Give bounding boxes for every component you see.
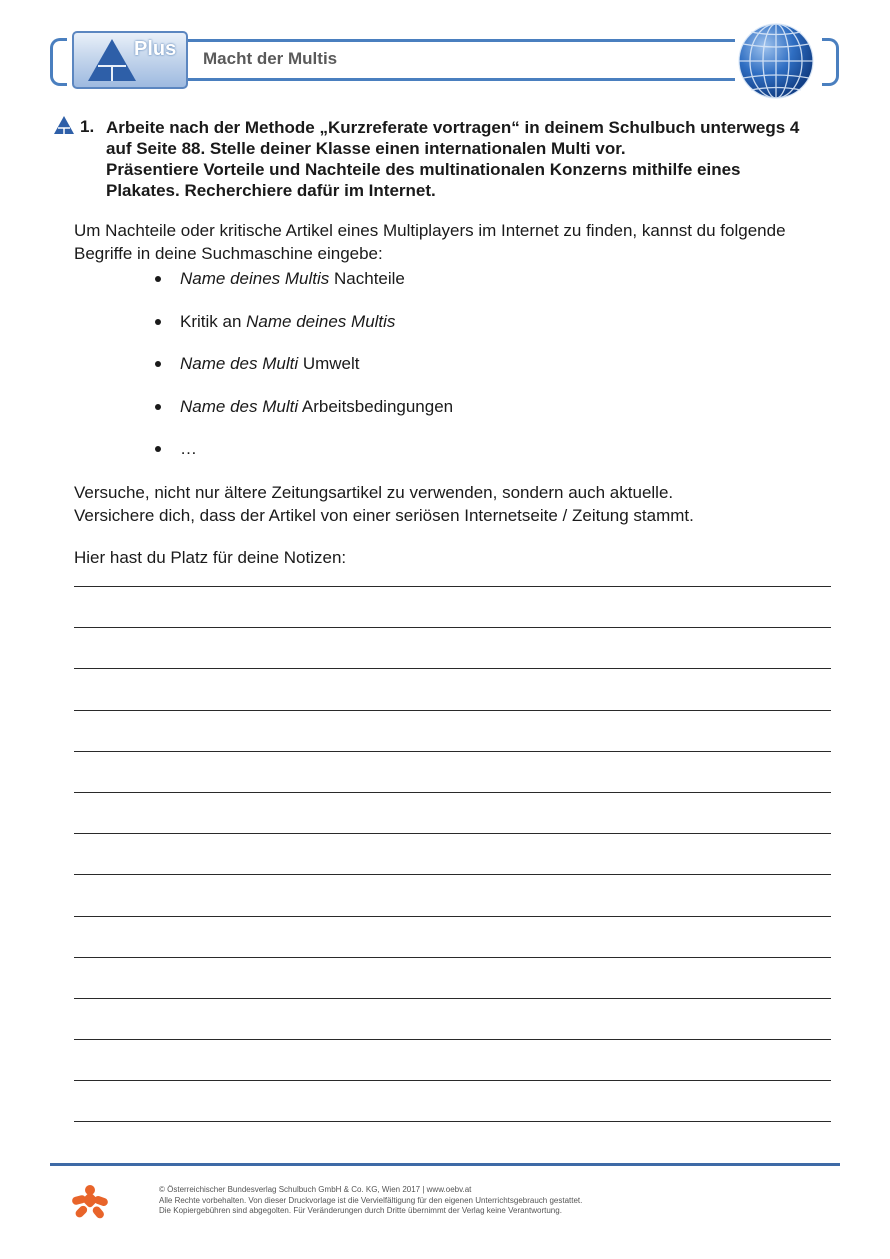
- bullet-dot: [155, 319, 161, 325]
- intro-line: Um Nachteile oder kritische Artikel eines Multiplayers im Internet zu finden, kannst du folgende: [74, 221, 786, 240]
- note-line[interactable]: [74, 711, 831, 752]
- task-line: Arbeite nach der Methode „Kurzreferate vortragen“ in deinem Schulbuch unterwegs 4: [106, 118, 800, 137]
- bullet-dot: [155, 276, 161, 282]
- bullet-italic: Name des Multi: [180, 354, 299, 373]
- header-bracket-right: [822, 38, 839, 86]
- note-line[interactable]: [74, 1040, 831, 1081]
- note-line[interactable]: [74, 958, 831, 999]
- header-rule-top: [185, 39, 735, 42]
- task-line: Präsentiere Vorteile und Nachteile des multinationalen Konzerns mithilfe eines: [106, 160, 741, 179]
- advice-line: Versichere dich, dass der Artikel von einer seriösen Internetseite / Zeitung stammt.: [74, 506, 694, 525]
- page-title: Macht der Multis: [203, 49, 338, 68]
- note-line[interactable]: [74, 834, 831, 875]
- note-line[interactable]: [74, 587, 831, 628]
- bullet-dot: [155, 446, 161, 452]
- footer-line: Die Kopiergebühren sind abgegolten. Für Veränderungen durch Dritte übernimmt der Verlag keine Verantwortung.: [159, 1206, 562, 1215]
- note-line[interactable]: [74, 917, 831, 958]
- note-line[interactable]: [74, 752, 831, 793]
- advice-paragraph: [74, 481, 844, 527]
- task-instructions: [106, 117, 846, 201]
- footer-rule: [50, 1163, 840, 1166]
- bullet-plain: Arbeitsbedingungen: [298, 396, 454, 416]
- plus-logo: [72, 31, 188, 89]
- note-line[interactable]: [74, 875, 831, 916]
- globe-icon: [737, 22, 815, 100]
- header-rule-bottom: [185, 78, 735, 81]
- notes-lines[interactable]: [74, 586, 831, 1122]
- bullet-plain: …: [180, 439, 197, 458]
- bullet-plain: Nachteile: [329, 269, 405, 288]
- note-line[interactable]: [74, 999, 831, 1040]
- bullet-plain: Umwelt: [298, 354, 360, 373]
- note-line[interactable]: [74, 628, 831, 669]
- intro-paragraph: [74, 219, 844, 265]
- bullet-plain: Kritik an: [180, 311, 247, 331]
- task-line: auf Seite 88. Stelle deiner Klasse einen internationalen Multi vor.: [106, 139, 626, 158]
- footer-copyright: [159, 1185, 582, 1217]
- bullet-italic: Name deines Multis: [246, 311, 396, 331]
- publisher-logo-icon: [70, 1184, 110, 1222]
- advice-line: Versuche, nicht nur ältere Zeitungsartikel zu verwenden, sondern auch aktuelle.: [74, 483, 674, 502]
- footer-line: © Österreichischer Bundesverlag Schulbuch GmbH & Co. KG, Wien 2017 | www.oebv.at: [159, 1185, 472, 1194]
- task-line: Plakates. Recherchiere dafür im Internet.: [106, 181, 436, 200]
- bullet-italic: Name deines Multis: [180, 269, 330, 288]
- plus-logo-text: Plus: [134, 38, 177, 60]
- bullet-dot: [155, 404, 161, 410]
- task-triangle-icon: [53, 115, 75, 135]
- bullet-italic: Name des Multi: [180, 396, 299, 416]
- task-number: 1.: [80, 117, 95, 136]
- footer-line: Alle Rechte vorbehalten. Von dieser Druckvorlage ist die Vervielfältigung für den eigenen Unterrichtsgebrauch gestattet.: [159, 1195, 583, 1205]
- intro-line: Begriffe in deine Suchmaschine eingebe:: [74, 244, 383, 263]
- note-line[interactable]: [74, 669, 831, 710]
- note-line[interactable]: [74, 1081, 831, 1122]
- notes-label: Hier hast du Platz für deine Notizen:: [74, 548, 347, 567]
- bullet-dot: [155, 361, 161, 367]
- header-bracket-left: [50, 38, 67, 86]
- note-line[interactable]: [74, 793, 831, 834]
